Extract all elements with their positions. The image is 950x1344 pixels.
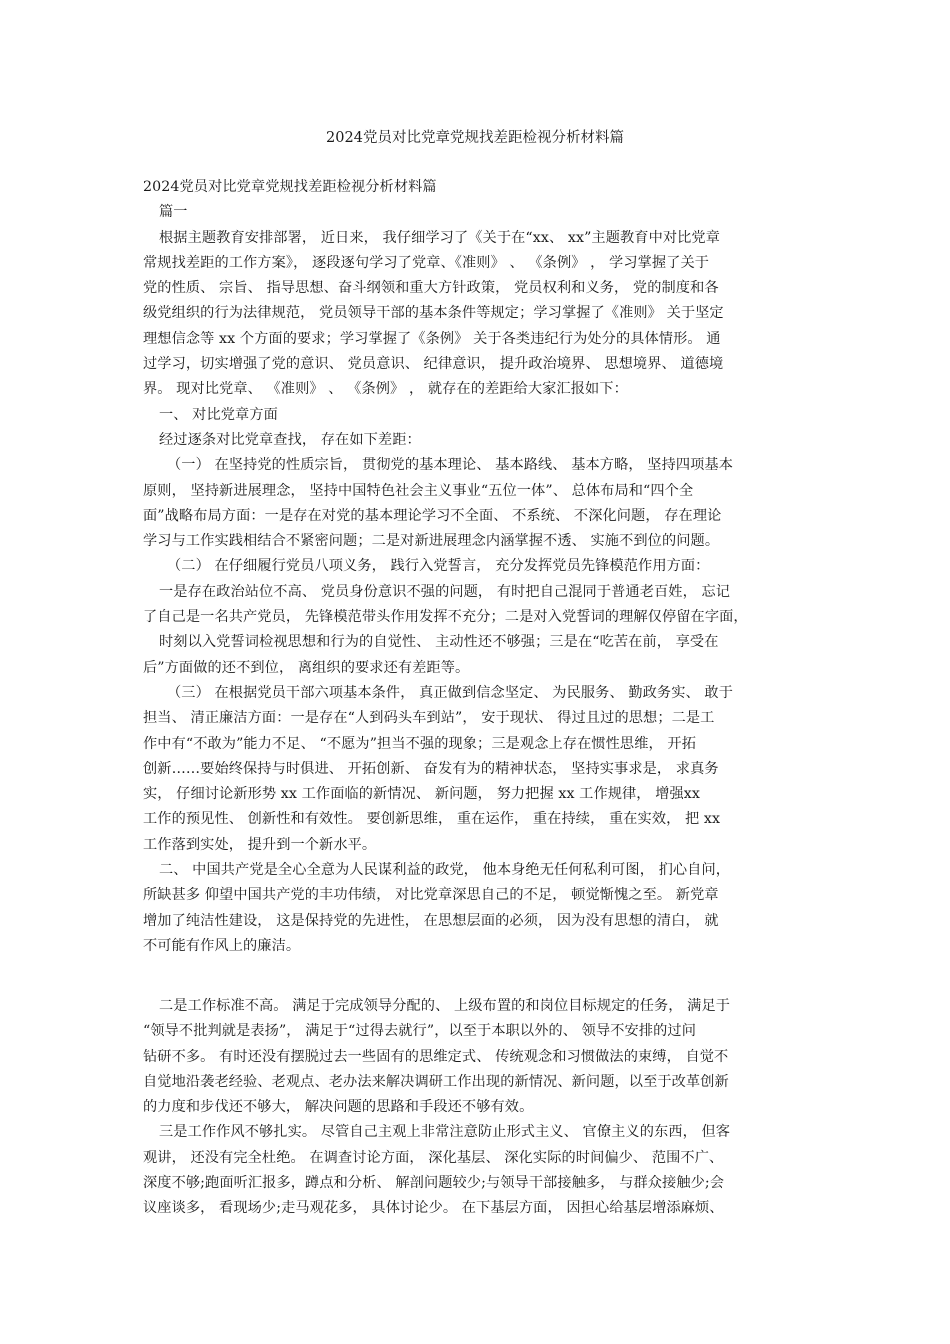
- text-line: 经过逐条对比党章查找， 存在如下差距：: [159, 431, 421, 448]
- document-title: 2024党员对比党章党规找差距检视分析材料篇: [326, 130, 624, 146]
- text-line: （一） 在坚持党的性质宗旨， 贯彻党的基本理论、 基本路线、 基本方略， 坚持四项基本: [167, 457, 733, 474]
- text-line: 增加了纯洁性建设， 这是保持党的先进性， 在思想层面的必须， 因为没有思想的清白， 就: [143, 912, 719, 929]
- body-block-2: [143, 994, 810, 1222]
- text-line: 理想信念等 xx 个方面的要求；学习掌握了《条例》 关于各类违纪行为处分的具体情形。 通: [143, 330, 721, 347]
- text-line: 工作落到实处， 提升到一个新水平。: [143, 836, 377, 853]
- text-line: 原则， 坚持新进展理念， 坚持中国特色社会主义事业“五位一体”、 总体布局和“四个全: [143, 482, 694, 499]
- text-line: 后”方面做的还不到位， 离组织的要求还有差距等。: [143, 659, 470, 676]
- text-line: 担当、 清正廉洁方面：一是存在“人到码头车到站”， 安于现状、 得过且过的思想；二是工: [143, 710, 715, 727]
- text-line: 篇一: [159, 204, 188, 221]
- text-line: 2024党员对比党章党规找差距检视分析材料篇: [143, 179, 437, 195]
- text-line: 不可能有作风上的廉洁。: [143, 937, 301, 954]
- text-line: “领导不批判就是表扬”， 满足于“过得去就行”，以至于本职以外的、 领导不安排的过问: [143, 1023, 696, 1040]
- text-line: 界。 现对比党章、 《准则》 、 《条例》 ， 就存在的差距给大家汇报如下：: [143, 381, 628, 398]
- text-line: 面”战略布局方面：一是存在对党的基本理论学习不全面、 不系统、 不深化问题， 存在理论: [143, 507, 722, 524]
- text-line: 议座谈多， 看现场少;走马观花多， 具体讨论少。 在下基层方面， 因担心给基层增添麻烦、: [143, 1200, 724, 1217]
- text-line: 了自己是一名共产党员， 先锋模范带头作用发挥不充分；二是对入党誓词的理解仅停留在字面，: [143, 609, 748, 626]
- body-block-1: [143, 175, 810, 959]
- text-line: （三） 在根据党员干部六项基本条件， 真正做到信念坚定、 为民服务、 勤政务实、 敢于: [167, 684, 733, 701]
- text-line: 观讲， 还没有完全杜绝。 在调查讨论方面， 深化基层、 深化实际的时间偏少、 范围不广、: [143, 1149, 724, 1166]
- text-line: 常规找差距的工作方案》， 逐段逐句学习了党章、《准则》 、 《条例》 ， 学习掌握了关于: [143, 254, 710, 271]
- text-line: 根据主题教育安排部署， 近日来， 我仔细学习了《关于在“xx、 xx”主题教育中对比党章: [159, 229, 721, 246]
- text-line: 党的性质、 宗旨、 指导思想、奋斗纲领和重大方针政策， 党员权利和义务， 党的制度和各: [143, 280, 719, 297]
- text-line: 二是工作标准不高。 满足于完成领导分配的、 上级布置的和岗位目标规定的任务， 满足于: [159, 998, 731, 1014]
- text-line: 一是存在政治站位不高、 党员身份意识不强的问题， 有时把自己混同于普通老百姓， 忘记: [159, 583, 731, 600]
- text-line: 实， 仔细讨论新形势 xx 工作面临的新情况、 新问题， 努力把握 xx 工作规律， 增强xx: [143, 786, 700, 803]
- text-line: 过学习，切实增强了党的意识、 党员意识、 纪律意识， 提升政治境界、 思想境界、 道德境: [143, 356, 724, 373]
- text-line: 钻研不多。 有时还没有摆脱过去一些固有的思维定式、 传统观念和习惯做法的束缚， 自觉不: [143, 1048, 729, 1065]
- text-line: 深度不够;跑面听汇报多，蹲点和分析、 解剖问题较少;与领导干部接触多， 与群众接触少;会: [143, 1175, 725, 1192]
- text-line: 学习与工作实践相结合不紧密问题；二是对新进展理念内涵掌握不透、 实施不到位的问题。: [143, 533, 720, 550]
- text-line: 自觉地沿袭老经验、老观点、老办法来解决调研工作出现的新情况、新问题，以至于改革创新: [143, 1073, 729, 1090]
- text-line: 一、 对比党章方面: [159, 406, 278, 423]
- text-line: 创新……要始终保持与时俱进、 开拓创新、 奋发有为的精神状态， 坚持实事求是， 求真务: [143, 760, 719, 777]
- text-line: 所缺甚多 仰望中国共产党的丰功伟绩， 对比党章深思自己的不足， 顿觉惭愧之至。 新党章: [143, 887, 719, 904]
- text-line: 级党组织的行为法律规范， 党员领导干部的基本条件等规定；学习掌握了《准则》 关于坚定: [143, 305, 724, 322]
- text-line: 作中有“不敢为”能力不足、 “不愿为”担当不强的现象；三是观念上存在惯性思维， 开拓: [143, 735, 696, 752]
- text-line: （二） 在仔细履行党员八项义务， 践行入党誓言， 充分发挥党员先锋模范作用方面：: [167, 558, 710, 575]
- text-line: 三是工作作风不够扎实。 尽管自己主观上非常注意防止形式主义、 官僚主义的东西， 但客: [159, 1124, 731, 1141]
- text-line: 时刻以入党誓词检视思想和行为的自觉性、 主动性还不够强；三是在“吃苦在前， 享受在: [159, 634, 719, 651]
- text-line: 二、 中国共产党是全心全意为人民谋利益的政党， 他本身绝无任何私利可图， 扪心自问，: [159, 862, 731, 879]
- text-line: 的力度和步伐还不够大， 解决问题的思路和手段还不够有效。: [143, 1099, 534, 1116]
- text-line: 工作的预见性、 创新性和有效性。 要创新思维， 重在运作， 重在持续， 重在实效， 把 xx: [143, 811, 721, 828]
